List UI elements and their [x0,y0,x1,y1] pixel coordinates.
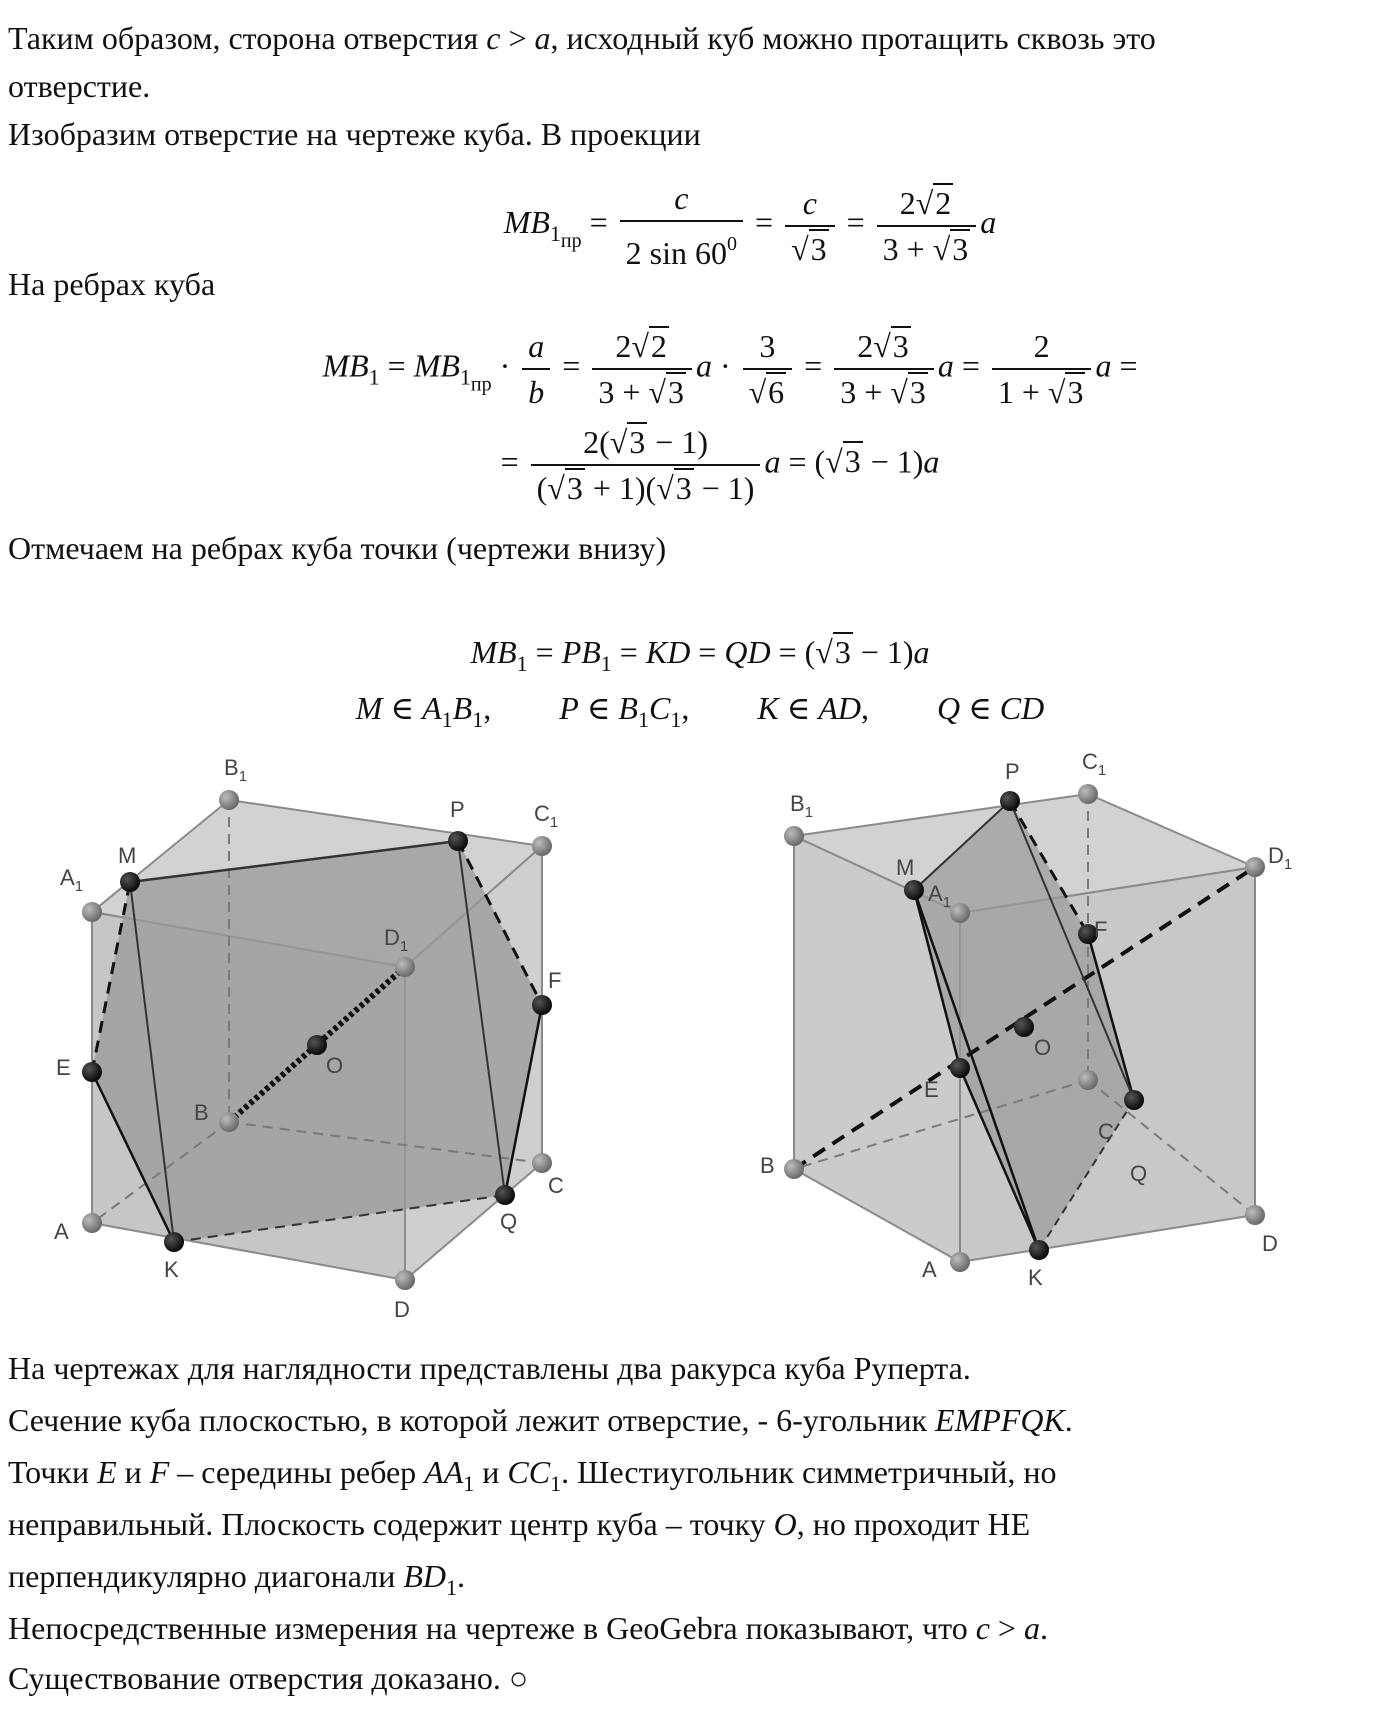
figure-1-cube [54,755,564,1322]
text-span: , исходный куб можно протащить сквозь это [550,20,1156,56]
text-span: Сечение куба плоскостью, в которой лежит отверстие, - 6-угольник [8,1402,936,1438]
num-digit: 3 [840,374,857,410]
formula-simplify: = $\frac{2(√3 - 1)}{(√3 + 1)(√3 - 1)}$ a = (√3 − 1)a [500,424,940,506]
text-span: На чертежах для наглядности представлены два ракурса куба Руперта. [8,1350,971,1386]
var-c: c [975,1610,990,1646]
svg-text:Q: Q [1130,1161,1148,1186]
svg-text:B1: $B_1$ [790,791,814,821]
text-span: На ребрах куба [8,266,216,302]
sqrt: √3 [648,374,684,410]
denominator [834,370,934,412]
text-span: Изобразим отверстие на чертеже куба. В проекции [8,116,701,152]
formula-edge [0,326,1400,412]
radicand: 3 [566,470,583,506]
denominator [992,370,1092,412]
svg-text:Q: Q [500,1209,518,1234]
subscript: 1 [459,364,471,390]
radicand: 3 [667,374,684,410]
sqrt: √3 [656,470,692,506]
numerator [834,326,934,370]
op-minus: − [862,443,897,480]
svg-text:K: K [1028,1265,1043,1290]
radicand: 3 [952,230,969,267]
var-a: a [695,347,712,384]
var-a: a [764,443,781,480]
text-line-4 [8,264,215,304]
sin-text: 2 sin 60 [625,235,728,271]
fraction [592,326,692,412]
svg-text:B: B [760,1153,775,1178]
text-span: и [474,1454,508,1490]
var-PB: PB [561,634,601,670]
op-eq: = [527,634,562,670]
numerator [592,326,692,370]
text-line-6 [8,1348,971,1388]
var-C: C [648,690,671,726]
text-span: – середины ребер [169,1454,425,1490]
comma: , [861,690,869,726]
num-digit: 1 [727,470,744,506]
text-span: отверстие. [8,68,151,104]
sqrt: √3 [609,424,646,460]
num-digit: 1 [886,634,903,670]
op-minus: − [852,634,887,670]
text-line-3 [8,114,701,154]
svg-text:E: E [924,1077,939,1102]
var-QD: QD [724,634,771,670]
fraction [992,326,1092,412]
op-in: ∈ [960,690,1000,726]
sqrt: √6 [748,374,785,410]
fraction [531,422,761,508]
sqrt: √3 [873,328,909,364]
var-Q: Q [937,690,961,726]
num-digit: 3 [598,374,615,410]
var-MB: MB [470,634,517,670]
svg-text:B: B [194,1100,209,1125]
text-line-5 [8,528,666,568]
svg-text:M: M [896,855,915,880]
text-span: Точки [8,1454,98,1490]
comma: , [483,690,492,726]
sqrt: √2 [631,328,667,364]
op-eq: = [562,347,589,384]
text-span: Отмечаем на ребрах куба точки (чертежи внизу) [8,530,667,566]
radicand: 2 [935,184,952,221]
var-MB: MB [413,347,460,384]
svg-text:D1: $D_1$ [384,925,409,955]
op-eq: = [961,347,988,384]
op-plus: + [898,230,933,267]
num-digit: 2 [857,328,874,364]
svg-text:O: O [326,1053,344,1078]
fraction [620,178,743,273]
op-eq: = [770,634,805,670]
denominator [743,370,793,412]
num-digit: 1 [681,424,698,460]
op-eq: = [690,634,725,670]
op-eq: = [1119,347,1138,384]
svg-text:O: O [1034,1035,1052,1060]
radicand: 3 [1067,374,1084,410]
sqrt: √2 [915,184,952,221]
subscript: пр [560,229,582,252]
sqrt: √3 [890,374,926,410]
op-minus: − [647,424,682,460]
subscript: 1 [368,364,380,390]
var-AD: AD [818,690,861,726]
var-O: O [773,1506,797,1542]
svg-text:D: D [394,1297,410,1322]
num-digit: 1 [896,443,913,480]
var-A: A [422,690,442,726]
subscript: 1 [600,651,612,676]
svg-text:C1: $C_1$ [1082,749,1107,779]
text-line-9 [8,1504,1030,1544]
svg-text:A1: $A_1$ [928,881,952,911]
subscript: 1 [463,1471,475,1496]
text-line-2 [8,66,150,106]
num-digit: 2 [899,184,916,221]
comma: , [681,690,690,726]
text-span: и [116,1454,150,1490]
text-span: . [1064,1402,1073,1438]
superscript: 0 [727,233,738,255]
var-AA: AA [424,1454,464,1490]
op-eq: = [755,203,782,240]
radicand: 2 [650,328,667,364]
num-digit: 1 [997,374,1014,410]
denominator [592,370,692,412]
subscript: 1 [550,1471,562,1496]
radicand: 3 [629,424,646,460]
numerator: 3 [743,326,793,370]
numerator: a [522,326,550,370]
op-eq: = [589,203,616,240]
denominator [620,222,743,273]
var-M: M [355,690,383,726]
var-KD: KD [645,634,691,670]
formula-projection [0,178,1400,273]
radicand: 3 [909,374,926,410]
fraction [877,183,977,269]
op-eq: = [611,634,646,670]
sqrt: √3 [791,230,827,267]
subscript: 1 [445,1575,457,1600]
svg-text:P: P [450,797,465,822]
text-span: , но проходит НЕ [796,1506,1031,1542]
var-a: a [534,20,551,56]
formula-membership [0,686,1400,742]
op-plus: + [584,470,619,506]
text-span: . [1039,1610,1048,1646]
subscript: 1 [472,707,484,732]
svg-text:F: F [1094,917,1108,942]
text-line-10 [8,1556,465,1608]
denominator: b [528,374,545,410]
figure-2-cube [760,749,1292,1290]
var-K: K [757,690,779,726]
svg-text:P: P [1005,759,1020,784]
svg-text:M: M [118,843,137,868]
svg-text:D1: $D_1$ [1268,843,1293,873]
sqrt: √3 [815,634,851,670]
text-line-12 [8,1658,528,1698]
subscript: 1 [441,707,453,732]
radicand: 6 [768,374,785,410]
var-BD: BD [403,1558,446,1594]
op-eq: = [788,443,815,480]
op-eq: = [500,443,527,480]
op-gt: > [989,1610,1024,1646]
svg-text:C1: $C_1$ [534,801,559,831]
numerator: c [620,178,743,222]
text-line-8 [8,1452,1056,1504]
svg-text:E: E [56,1055,71,1080]
formula-points: $MB_1 = PB_1$ = KD = QD = (√3 − 1)a [470,634,930,676]
radicand: 3 [810,230,827,267]
var-CD: CD [999,690,1045,726]
svg-text:A: A [54,1219,69,1244]
subscript: 1 [637,707,649,732]
denominator [877,227,977,269]
subscript: 1 [670,707,682,732]
var-a: a [923,443,940,480]
subscript: пр [470,373,492,396]
num-digit: 2 [583,424,600,460]
fraction [743,326,793,412]
svg-text:B1: $B_1$ [224,755,248,785]
svg-text:A1: $A_1$ [60,865,84,895]
num-digit: 1 [618,470,635,506]
op-eq: = [804,347,831,384]
op-plus: + [614,374,649,410]
text-span: перпендикулярно диагонали [8,1558,404,1594]
radicand: 3 [844,443,861,480]
op-minus: − [693,470,728,506]
op-in: ∈ [382,690,423,726]
sqrt: √3 [547,470,583,506]
op-gt: > [500,20,535,56]
fraction [834,326,934,412]
op-eq: = [846,203,873,240]
text-line-1 [8,18,1156,58]
svg-text:F: F [548,968,562,993]
op-dot: · [491,347,519,384]
numerator [877,183,977,227]
num-digit: 3 [882,230,899,267]
text-span: неправильный. Плоскость содержит центр куба – точку [8,1506,774,1542]
svg-text:K: K [164,1257,179,1282]
num-digit: 2 [615,328,632,364]
radicand: 3 [834,634,851,670]
text-span: . [456,1558,465,1594]
op-dot: · [711,347,739,384]
op-in: ∈ [578,690,619,726]
numerator: 2(√3 − 1) [531,422,761,466]
var-CC: CC [507,1454,551,1490]
radicand: 3 [675,470,692,506]
denominator [785,227,835,269]
numerator: c [785,183,835,227]
var-a: a [913,634,930,670]
var-F: F [149,1454,170,1490]
var-a: a [1095,347,1112,384]
radicand: 3 [892,328,909,364]
text-line-11 [8,1608,1048,1648]
var-c: c [486,20,501,56]
sqrt: √3 [825,443,861,480]
var-a: a [1023,1610,1040,1646]
svg-text:A: A [922,1257,937,1282]
var-MB: MB [503,203,550,240]
text-span: Таким образом, сторона отверстия [8,20,487,56]
sqrt: √3 [1047,374,1084,410]
subscript: 1 [549,220,561,246]
svg-text:C: C [1098,1119,1114,1144]
var-E: E [97,1454,117,1490]
var-B: B [452,690,473,726]
text-span: Непосредственные измерения на чертеже в GeoGebra показывают, что [8,1610,976,1646]
text-span: Существование отверстия доказано. ○ [8,1660,529,1696]
op-in: ∈ [778,690,819,726]
var-MB: MB [322,347,369,384]
var-a: a [937,347,954,384]
op-plus: + [1013,374,1048,410]
svg-text:C: C [548,1173,564,1198]
op-plus: + [856,374,891,410]
var-P: P [559,690,579,726]
subscript: 1 [516,651,528,676]
fraction [785,183,835,269]
sqrt: √3 [932,230,969,267]
op-eq: = [387,347,414,384]
numerator: 2 [992,326,1092,370]
text-line-7 [8,1400,1073,1440]
var-EMPFQK: EMPFQK [935,1402,1065,1438]
svg-text:D: D [1262,1231,1278,1256]
fraction [522,326,550,412]
text-span: . Шестиугольник симметричный, но [561,1454,1057,1490]
rupert-cube-figures [0,745,1400,1325]
var-B: B [618,690,638,726]
denominator: (√3 + 1)(√3 − 1) [536,470,755,506]
var-a: a [980,203,997,240]
